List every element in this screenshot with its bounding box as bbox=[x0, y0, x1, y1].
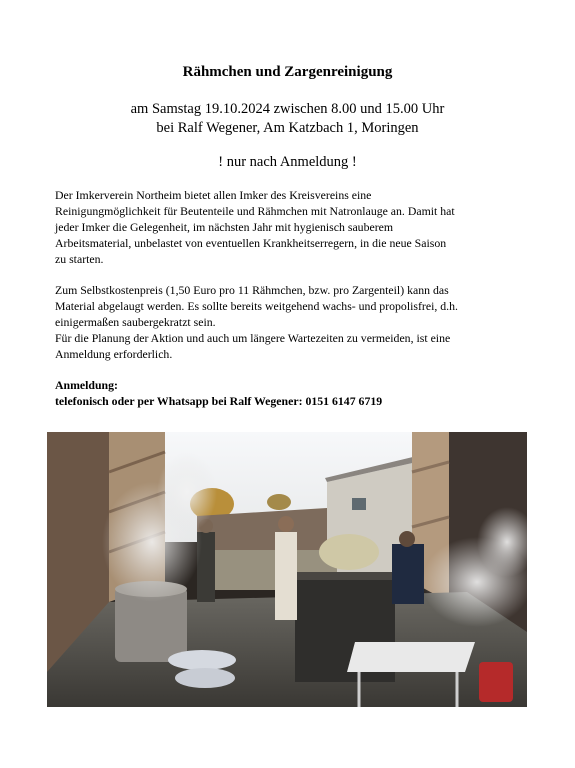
price-line: einigermaßen saubergekratzt sein. bbox=[55, 315, 216, 329]
location-line: bei Ralf Wegener, Am Katzbach 1, Moringen bbox=[156, 120, 419, 136]
intro-line: Der Imkerverein Northeim bietet allen Imker des Kreisvereins eine bbox=[55, 188, 372, 202]
intro-paragraph bbox=[55, 187, 530, 267]
price-line: Anmeldung erforderlich. bbox=[55, 347, 173, 361]
registration-heading: Anmeldung: bbox=[55, 378, 118, 392]
price-paragraph bbox=[55, 282, 530, 362]
registration-block bbox=[55, 377, 530, 409]
flyer-title: Rähmchen und Zargenreinigung bbox=[182, 64, 393, 80]
workshop-photo bbox=[47, 432, 527, 707]
intro-line: zu starten. bbox=[55, 252, 104, 266]
price-line: Material abgelaugt werden. Es sollte bereits weitgehend wachs- und propolisfrei, d.h. bbox=[55, 299, 458, 313]
date-line: am Samstag 19.10.2024 zwischen 8.00 und 15.00 Uhr bbox=[130, 101, 445, 117]
intro-line: jeder Imker die Gelegenheit, im nächsten Jahr mit hygienisch sauberem bbox=[55, 220, 394, 234]
intro-line: Reinigungmöglichkeit für Beutenteile und Rähmchen mit Natronlauge an. Damit hat bbox=[55, 204, 455, 218]
registration-contact: telefonisch oder per Whatsapp bei Ralf Wegener: 0151 6147 6719 bbox=[55, 394, 383, 408]
price-line: Für die Planung der Aktion und auch um längere Wartezeiten zu vermeiden, ist eine bbox=[55, 331, 451, 345]
registration-notice: ! nur nach Anmeldung ! bbox=[218, 154, 357, 170]
intro-line: Arbeitsmaterial, unbelastet von eventuellen Krankheitserregern, in die neue Saison bbox=[55, 236, 447, 250]
price-line: Zum Selbstkostenpreis (1,50 Euro pro 11 Rähmchen, bzw. pro Zargenteil) kann das bbox=[55, 283, 449, 297]
